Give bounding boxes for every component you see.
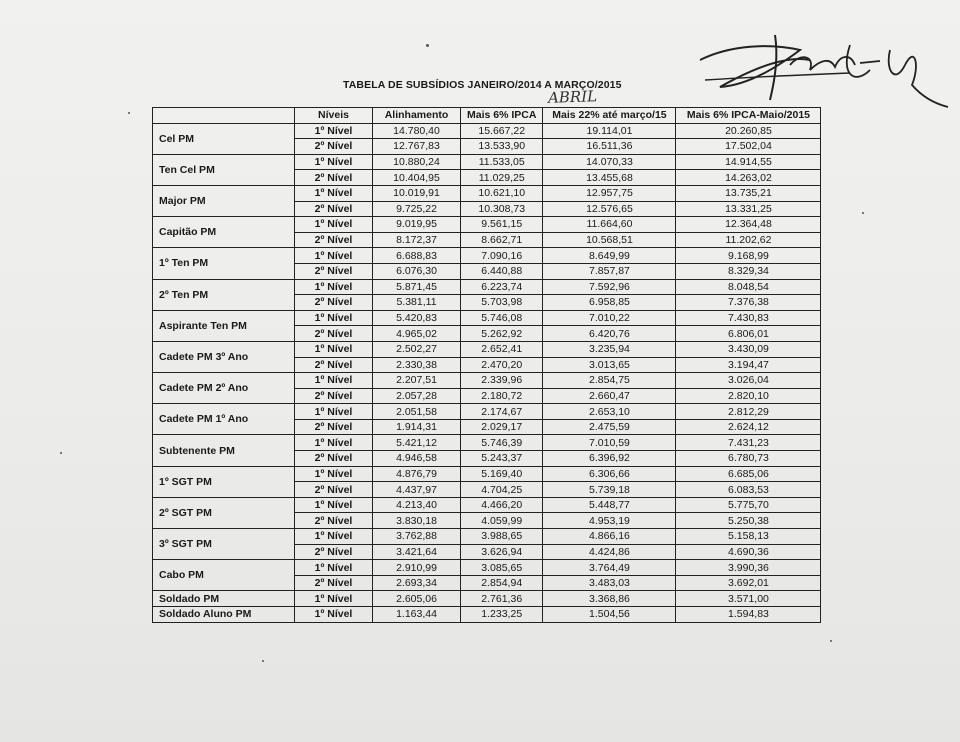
- value-cell: 2.854,94: [461, 575, 543, 591]
- value-cell: 8.649,99: [543, 248, 676, 264]
- table-row: [153, 466, 821, 482]
- table-row: [153, 279, 821, 295]
- level-cell: 1º Nível: [295, 185, 373, 201]
- level-cell: 1º Nível: [295, 341, 373, 357]
- value-cell: 6.688,83: [373, 248, 461, 264]
- value-cell: 2.820,10: [676, 388, 821, 404]
- value-cell: 2.475,59: [543, 419, 676, 435]
- rank-name: 1º SGT PM: [153, 466, 295, 497]
- value-cell: 8.172,37: [373, 232, 461, 248]
- table-row: [153, 607, 821, 623]
- level-cell: 2º Nível: [295, 388, 373, 404]
- value-cell: 5.746,08: [461, 310, 543, 326]
- header-levels: Níveis: [295, 108, 373, 124]
- value-cell: 6.958,85: [543, 295, 676, 311]
- scan-speck: [862, 212, 864, 214]
- rank-name: 2º Ten PM: [153, 279, 295, 310]
- level-cell: 2º Nível: [295, 482, 373, 498]
- level-cell: 2º Nível: [295, 232, 373, 248]
- value-cell: 2.051,58: [373, 404, 461, 420]
- value-cell: 7.431,23: [676, 435, 821, 451]
- value-cell: 8.662,71: [461, 232, 543, 248]
- value-cell: 13.735,21: [676, 185, 821, 201]
- value-cell: 15.667,22: [461, 123, 543, 139]
- level-cell: 2º Nível: [295, 263, 373, 279]
- level-cell: 1º Nível: [295, 591, 373, 607]
- level-cell: 1º Nível: [295, 466, 373, 482]
- document-title: TABELA DE SUBSÍDIOS JANEIRO/2014 A MARÇO/2015: [343, 79, 622, 91]
- value-cell: 3.692,01: [676, 575, 821, 591]
- table-row: [153, 373, 821, 389]
- handwritten-note: ABRIL: [547, 87, 598, 107]
- value-cell: 7.430,83: [676, 310, 821, 326]
- value-cell: 6.440,88: [461, 263, 543, 279]
- scan-speck: [60, 452, 62, 454]
- value-cell: 8.329,34: [676, 263, 821, 279]
- level-cell: 1º Nível: [295, 217, 373, 233]
- value-cell: 2.330,38: [373, 357, 461, 373]
- value-cell: 14.263,02: [676, 170, 821, 186]
- level-cell: 2º Nível: [295, 575, 373, 591]
- value-cell: 7.010,22: [543, 310, 676, 326]
- value-cell: 6.076,30: [373, 263, 461, 279]
- value-cell: 3.988,65: [461, 529, 543, 545]
- table-row: [153, 404, 821, 420]
- value-cell: 3.762,88: [373, 529, 461, 545]
- value-cell: 14.070,33: [543, 154, 676, 170]
- rank-name: Cadete PM 3º Ano: [153, 341, 295, 372]
- value-cell: 2.207,51: [373, 373, 461, 389]
- value-cell: 2.057,28: [373, 388, 461, 404]
- rank-name: 2º SGT PM: [153, 497, 295, 528]
- value-cell: 13.533,90: [461, 139, 543, 155]
- value-cell: 5.775,70: [676, 497, 821, 513]
- value-cell: 19.114,01: [543, 123, 676, 139]
- value-cell: 10.621,10: [461, 185, 543, 201]
- header-alignment: Alinhamento: [373, 108, 461, 124]
- rank-name: Cadete PM 1º Ano: [153, 404, 295, 435]
- value-cell: 2.653,10: [543, 404, 676, 420]
- rank-name: Ten Cel PM: [153, 154, 295, 185]
- value-cell: 12.576,65: [543, 201, 676, 217]
- value-cell: 3.026,04: [676, 373, 821, 389]
- table-row: [153, 435, 821, 451]
- value-cell: 4.213,40: [373, 497, 461, 513]
- level-cell: 1º Nível: [295, 560, 373, 576]
- rank-name: 1º Ten PM: [153, 248, 295, 279]
- level-cell: 2º Nível: [295, 201, 373, 217]
- level-cell: 1º Nível: [295, 497, 373, 513]
- value-cell: 5.250,38: [676, 513, 821, 529]
- table-row: [153, 123, 821, 139]
- value-cell: 8.048,54: [676, 279, 821, 295]
- rank-name: Cadete PM 2º Ano: [153, 373, 295, 404]
- value-cell: 4.965,02: [373, 326, 461, 342]
- table-row: [153, 497, 821, 513]
- value-cell: 3.830,18: [373, 513, 461, 529]
- value-cell: 12.364,48: [676, 217, 821, 233]
- value-cell: 17.502,04: [676, 139, 821, 155]
- value-cell: 9.168,99: [676, 248, 821, 264]
- value-cell: 4.953,19: [543, 513, 676, 529]
- value-cell: 5.420,83: [373, 310, 461, 326]
- level-cell: 2º Nível: [295, 544, 373, 560]
- value-cell: 2.910,99: [373, 560, 461, 576]
- value-cell: 7.857,87: [543, 263, 676, 279]
- rank-name: 3º SGT PM: [153, 529, 295, 560]
- level-cell: 1º Nível: [295, 404, 373, 420]
- value-cell: 1.233,25: [461, 607, 543, 623]
- value-cell: 7.010,59: [543, 435, 676, 451]
- value-cell: 3.421,64: [373, 544, 461, 560]
- value-cell: 5.158,13: [676, 529, 821, 545]
- value-cell: 5.871,45: [373, 279, 461, 295]
- scan-speck: [128, 112, 130, 114]
- rank-name: Subtenente PM: [153, 435, 295, 466]
- value-cell: 1.914,31: [373, 419, 461, 435]
- value-cell: 3.483,03: [543, 575, 676, 591]
- value-cell: 5.746,39: [461, 435, 543, 451]
- value-cell: 2.761,36: [461, 591, 543, 607]
- value-cell: 6.806,01: [676, 326, 821, 342]
- value-cell: 4.876,79: [373, 466, 461, 482]
- table-row: [153, 591, 821, 607]
- value-cell: 6.420,76: [543, 326, 676, 342]
- value-cell: 1.163,44: [373, 607, 461, 623]
- value-cell: 1.504,56: [543, 607, 676, 623]
- value-cell: 1.594,83: [676, 607, 821, 623]
- level-cell: 2º Nível: [295, 513, 373, 529]
- value-cell: 5.169,40: [461, 466, 543, 482]
- scan-speck: [426, 44, 429, 47]
- header-rank: [153, 108, 295, 124]
- value-cell: 14.914,55: [676, 154, 821, 170]
- table-row: [153, 154, 821, 170]
- value-cell: 5.262,92: [461, 326, 543, 342]
- value-cell: 2.605,06: [373, 591, 461, 607]
- rank-name: Soldado Aluno PM: [153, 607, 295, 623]
- value-cell: 3.990,36: [676, 560, 821, 576]
- value-cell: 11.202,62: [676, 232, 821, 248]
- value-cell: 11.533,05: [461, 154, 543, 170]
- value-cell: 9.019,95: [373, 217, 461, 233]
- level-cell: 1º Nível: [295, 123, 373, 139]
- value-cell: 12.767,83: [373, 139, 461, 155]
- level-cell: 1º Nível: [295, 529, 373, 545]
- value-cell: 10.308,73: [461, 201, 543, 217]
- value-cell: 4.437,97: [373, 482, 461, 498]
- value-cell: 3.013,65: [543, 357, 676, 373]
- level-cell: 2º Nível: [295, 357, 373, 373]
- value-cell: 3.430,09: [676, 341, 821, 357]
- value-cell: 2.174,67: [461, 404, 543, 420]
- subsidy-table: [152, 107, 821, 623]
- value-cell: 2.854,75: [543, 373, 676, 389]
- value-cell: 4.466,20: [461, 497, 543, 513]
- value-cell: 3.235,94: [543, 341, 676, 357]
- value-cell: 4.866,16: [543, 529, 676, 545]
- table-row: [153, 341, 821, 357]
- table-row: [153, 529, 821, 545]
- value-cell: 4.424,86: [543, 544, 676, 560]
- level-cell: 2º Nível: [295, 326, 373, 342]
- value-cell: 2.029,17: [461, 419, 543, 435]
- value-cell: 13.455,68: [543, 170, 676, 186]
- table-header-row: [153, 108, 821, 124]
- value-cell: 4.946,58: [373, 451, 461, 467]
- rank-name: Soldado PM: [153, 591, 295, 607]
- table-body: [153, 123, 821, 622]
- level-cell: 2º Nível: [295, 419, 373, 435]
- value-cell: 2.502,27: [373, 341, 461, 357]
- value-cell: 10.880,24: [373, 154, 461, 170]
- value-cell: 10.404,95: [373, 170, 461, 186]
- level-cell: 1º Nível: [295, 154, 373, 170]
- table-row: [153, 310, 821, 326]
- value-cell: 2.652,41: [461, 341, 543, 357]
- value-cell: 7.090,16: [461, 248, 543, 264]
- value-cell: 10.019,91: [373, 185, 461, 201]
- scan-speck: [830, 640, 832, 642]
- value-cell: 20.260,85: [676, 123, 821, 139]
- value-cell: 10.568,51: [543, 232, 676, 248]
- value-cell: 5.243,37: [461, 451, 543, 467]
- table-row: [153, 217, 821, 233]
- value-cell: 5.421,12: [373, 435, 461, 451]
- value-cell: 6.685,06: [676, 466, 821, 482]
- value-cell: 4.059,99: [461, 513, 543, 529]
- level-cell: 2º Nível: [295, 295, 373, 311]
- value-cell: 6.780,73: [676, 451, 821, 467]
- rank-name: Cel PM: [153, 123, 295, 154]
- rank-name: Major PM: [153, 185, 295, 216]
- value-cell: 6.396,92: [543, 451, 676, 467]
- value-cell: 5.739,18: [543, 482, 676, 498]
- level-cell: 1º Nível: [295, 310, 373, 326]
- value-cell: 6.083,53: [676, 482, 821, 498]
- value-cell: 16.511,36: [543, 139, 676, 155]
- header-march: Mais 22% até março/15: [543, 108, 676, 124]
- header-may: Mais 6% IPCA-Maio/2015: [676, 108, 821, 124]
- handwritten-signature: [690, 15, 950, 115]
- value-cell: 4.704,25: [461, 482, 543, 498]
- level-cell: 1º Nível: [295, 435, 373, 451]
- value-cell: 3.764,49: [543, 560, 676, 576]
- scan-speck: [262, 660, 264, 662]
- value-cell: 6.306,66: [543, 466, 676, 482]
- value-cell: 3.626,94: [461, 544, 543, 560]
- table-row: [153, 560, 821, 576]
- rank-name: Aspirante Ten PM: [153, 310, 295, 341]
- value-cell: 2.339,96: [461, 373, 543, 389]
- value-cell: 13.331,25: [676, 201, 821, 217]
- value-cell: 2.693,34: [373, 575, 461, 591]
- rank-name: Cabo PM: [153, 560, 295, 591]
- value-cell: 11.664,60: [543, 217, 676, 233]
- level-cell: 2º Nível: [295, 451, 373, 467]
- level-cell: 1º Nível: [295, 607, 373, 623]
- table-row: [153, 185, 821, 201]
- level-cell: 1º Nível: [295, 279, 373, 295]
- value-cell: 2.812,29: [676, 404, 821, 420]
- value-cell: 2.624,12: [676, 419, 821, 435]
- value-cell: 11.029,25: [461, 170, 543, 186]
- level-cell: 1º Nível: [295, 248, 373, 264]
- level-cell: 1º Nível: [295, 373, 373, 389]
- value-cell: 5.448,77: [543, 497, 676, 513]
- value-cell: 5.703,98: [461, 295, 543, 311]
- value-cell: 9.725,22: [373, 201, 461, 217]
- level-cell: 2º Nível: [295, 170, 373, 186]
- rank-name: Capitão PM: [153, 217, 295, 248]
- value-cell: 5.381,11: [373, 295, 461, 311]
- table-row: [153, 248, 821, 264]
- value-cell: 2.180,72: [461, 388, 543, 404]
- value-cell: 6.223,74: [461, 279, 543, 295]
- value-cell: 3.085,65: [461, 560, 543, 576]
- value-cell: 4.690,36: [676, 544, 821, 560]
- value-cell: 14.780,40: [373, 123, 461, 139]
- value-cell: 3.368,86: [543, 591, 676, 607]
- level-cell: 2º Nível: [295, 139, 373, 155]
- header-ipca: Mais 6% IPCA: [461, 108, 543, 124]
- value-cell: 7.592,96: [543, 279, 676, 295]
- value-cell: 9.561,15: [461, 217, 543, 233]
- value-cell: 2.470,20: [461, 357, 543, 373]
- value-cell: 3.571,00: [676, 591, 821, 607]
- value-cell: 2.660,47: [543, 388, 676, 404]
- value-cell: 12.957,75: [543, 185, 676, 201]
- value-cell: 3.194,47: [676, 357, 821, 373]
- value-cell: 7.376,38: [676, 295, 821, 311]
